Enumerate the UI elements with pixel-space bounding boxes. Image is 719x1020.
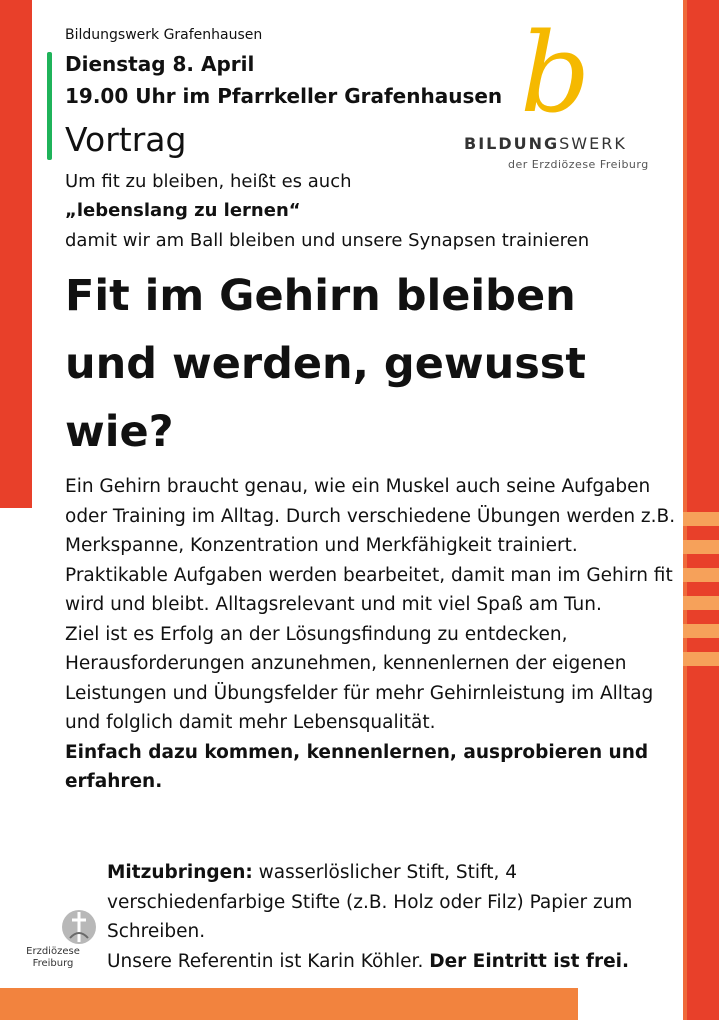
description [65,472,677,797]
speaker-text: Unsere Referentin ist Karin Köhler. [107,950,430,972]
description-call-to-action: Einfach dazu kommen, kennenlernen, ausprobieren und erfahren. [65,741,649,792]
diocese-line-2: Freiburg [32,958,74,969]
logo-word-bold: BILDUNG [464,134,560,153]
diocese-emblem-icon [60,908,98,946]
event-time-place: 19.00 Uhr im Pfarrkeller Grafenhausen [65,84,503,108]
right-stripe [683,540,719,554]
right-frame-inner-bar [683,0,687,1020]
right-stripe [683,568,719,582]
event-type: Vortrag [65,120,187,159]
right-stripe [683,624,719,638]
description-paragraph-3: Ziel ist es Erfolg an der Lösungsfindung zu entdecken, Herausforderungen anzunehmen, kennenlernen der eigenen Leistungen und Übungsfelder für mehr Gehirnleistung im Alltag und folglich damit mehr Lebensqualität. [65,623,654,733]
logo-wordmark [464,134,627,153]
left-frame-bar [0,0,32,508]
bildungswerk-logo [462,9,662,178]
diocese-name [22,946,84,970]
description-paragraph-1: Ein Gehirn braucht genau, wie ein Muskel auch seine Aufgaben oder Training im Alltag. Durch verschiedene Übungen werden z.B. Merkspanne, Konzentration und Merkfähigkeit trainiert. [65,476,676,556]
right-frame-bar [684,0,719,1020]
bring-text: wasserlöslicher Stift, Stift, 4 verschiedenfarbige Stifte (z.B. Holz oder Filz) Papier zum Schreiben. [107,862,633,942]
green-highlighter-mark [47,52,52,160]
description-paragraph-2: Praktikable Aufgaben werden bearbeitet, damit man im Gehirn fit wird und bleibt. Alltagsrelevant und mit viel Spaß am Tun. [65,564,673,615]
intro-line-1: Um fit zu bleiben, heißt es auch [65,171,352,192]
right-stripe [683,652,719,666]
organizer-label: Bildungswerk Grafenhausen [65,27,263,43]
intro-line-3: damit wir am Ball bleiben und unsere Synapsen trainieren [65,230,590,251]
diocese-logo [22,908,84,968]
diocese-line-1: Erzdiözese [26,946,80,957]
bottom-frame-bar [0,988,578,1020]
entry-text: Der Eintritt ist frei. [429,950,629,972]
right-stripe [683,512,719,526]
logo-subtitle: der Erzdiözese Freiburg [508,158,649,171]
event-date: Dienstag 8. April [65,52,255,76]
bring-section [107,858,679,976]
intro-line-2: „lebenslang zu lernen“ [65,200,301,221]
page-title: Fit im Gehirn bleiben und werden, gewusst wie? [65,271,586,457]
right-stripe [683,596,719,610]
logo-word-light: SWERK [559,134,627,153]
bring-label: Mitzubringen: [107,862,253,883]
logo-letter: b [520,9,591,137]
